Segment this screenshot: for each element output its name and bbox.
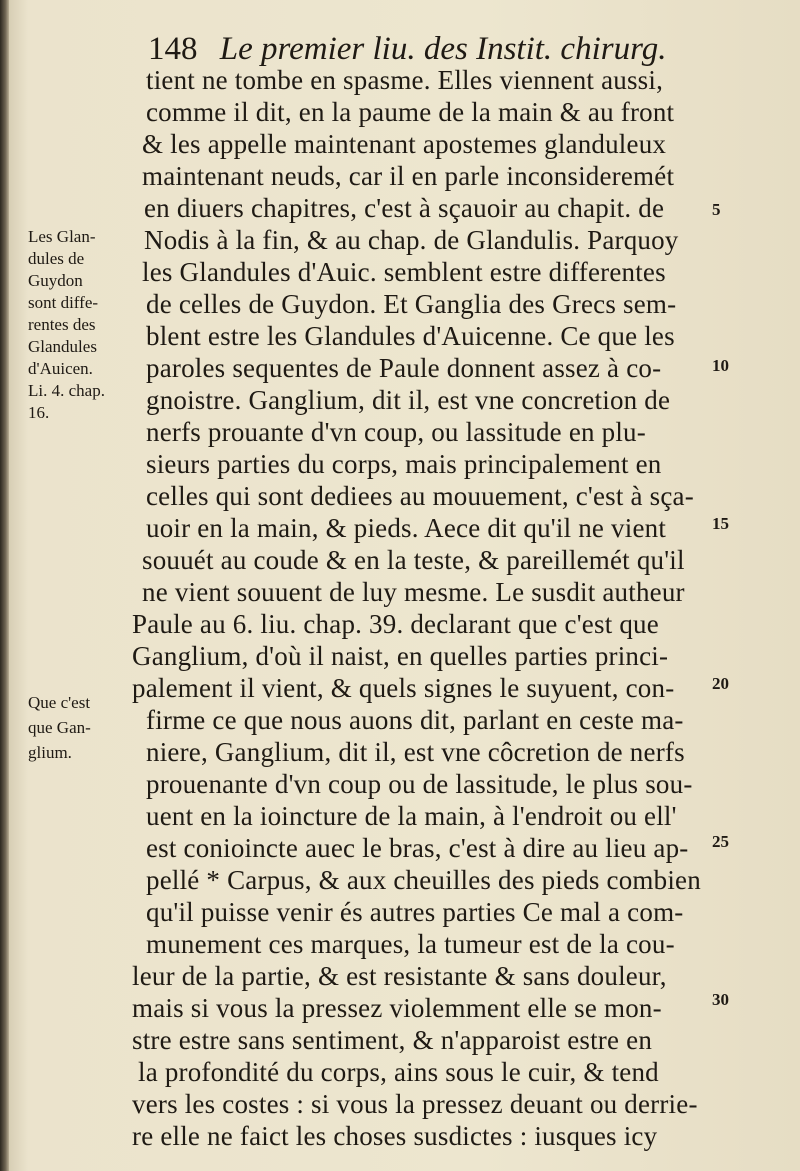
text-line: Nodis à la fin, & au chap. de Glandulis. Parquoy xyxy=(144,225,679,255)
text-line: souuét au coude & en la teste, & pareillemét qu'il xyxy=(142,545,685,575)
text-line: stre estre sans sentiment, & n'apparoist estre en xyxy=(132,1025,653,1055)
margin-note-ganglium xyxy=(28,690,138,765)
text-line: Ganglium, d'où il naist, en quelles parties princi- xyxy=(132,641,669,671)
text-line: maintenant neuds, car il en parle inconsideremét xyxy=(142,161,675,191)
line-number: 30 xyxy=(712,990,729,1009)
text-line: qu'il puisse venir és autres parties Ce mal a com- xyxy=(146,897,684,927)
text-line: la profondité du corps, ains sous le cuir, & tend xyxy=(138,1057,659,1087)
margin-note-line: que Gan- xyxy=(28,718,91,737)
text-line: de celles de Guydon. Et Ganglia des Grecs sem- xyxy=(146,289,677,319)
text-line: gnoistre. Ganglium, dit il, est vne concretion de xyxy=(146,385,671,415)
margin-note-line: rentes des xyxy=(28,315,96,334)
text-line: paroles sequentes de Paule donnent assez à co- xyxy=(146,353,662,383)
margin-note-line: Les Glan- xyxy=(28,227,96,246)
line-number: 15 xyxy=(712,514,729,533)
margin-note-line: 16. xyxy=(28,403,50,422)
text-line: en diuers chapitres, c'est à sçauoir au chapit. de xyxy=(144,193,665,223)
text-line: comme il dit, en la paume de la main & au front xyxy=(146,97,675,127)
text-line: est conioincte auec le bras, c'est à dire au lieu ap- xyxy=(146,833,689,863)
text-line: Paule au 6. liu. chap. 39. declarant que c'est que xyxy=(132,609,659,639)
text-line: mais si vous la pressez violemment elle se mon- xyxy=(132,993,662,1023)
text-line: ne vient souuent de luy mesme. Le susdit autheur xyxy=(142,577,685,607)
margin-note-line: sont diffe- xyxy=(28,293,99,312)
margin-note-line: Glandules xyxy=(28,337,97,356)
book-spine xyxy=(0,0,9,1171)
text-line: re elle ne faict les choses susdictes : iusques icy xyxy=(132,1121,658,1151)
margin-note-line: dules de xyxy=(28,249,85,268)
margin-note-line: Que c'est xyxy=(28,693,91,712)
text-line: uent en la ioincture de la main, à l'endroit ou ell' xyxy=(146,801,677,831)
text-line: les Glandules d'Auic. semblent estre differentes xyxy=(142,257,666,287)
line-number: 5 xyxy=(712,200,721,219)
text-line: niere, Ganglium, dit il, est vne côcretion de nerfs xyxy=(146,737,685,767)
text-line: blent estre les Glandules d'Auicenne. Ce que les xyxy=(146,321,675,351)
text-line: munement ces marques, la tumeur est de la cou- xyxy=(146,929,675,959)
margin-note-line: glium. xyxy=(28,743,72,762)
line-number: 25 xyxy=(712,832,729,851)
text-line: celles qui sont dediees au mouuement, c'est à sça- xyxy=(146,481,694,511)
margin-note-line: Guydon xyxy=(28,271,83,290)
text-line: pellé * Carpus, & aux cheuilles des pieds combien xyxy=(146,865,701,895)
margin-note-line: Li. 4. chap. xyxy=(28,381,105,400)
text-line: uoir en la main, & pieds. Aece dit qu'il ne vient xyxy=(146,513,667,543)
text-line: tient ne tombe en spasme. Elles viennent aussi, xyxy=(146,65,664,95)
text-line: & les appelle maintenant apostemes glanduleux xyxy=(142,129,667,159)
text-line: prouenante d'vn coup ou de lassitude, le plus sou- xyxy=(146,769,693,799)
line-number: 20 xyxy=(712,674,729,693)
running-title: Le premier liu. des Instit. chirurg. xyxy=(219,31,667,67)
text-line: firme ce que nous auons dit, parlant en ceste ma- xyxy=(146,705,684,735)
text-line: sieurs parties du corps, mais principalement en xyxy=(146,449,662,479)
text-line: leur de la partie, & est resistante & sans douleur, xyxy=(132,961,667,991)
text-line: palement il vient, & quels signes le suyuent, con- xyxy=(132,673,675,703)
line-number: 10 xyxy=(712,356,729,375)
margin-note-glandules xyxy=(28,226,140,424)
margin-note-line: d'Auicen. xyxy=(28,359,93,378)
page-number: 148 xyxy=(148,31,198,67)
text-line: vers les costes : si vous la pressez deuant ou derrie- xyxy=(132,1089,698,1119)
text-line: nerfs prouante d'vn coup, ou lassitude en plu- xyxy=(146,417,646,447)
